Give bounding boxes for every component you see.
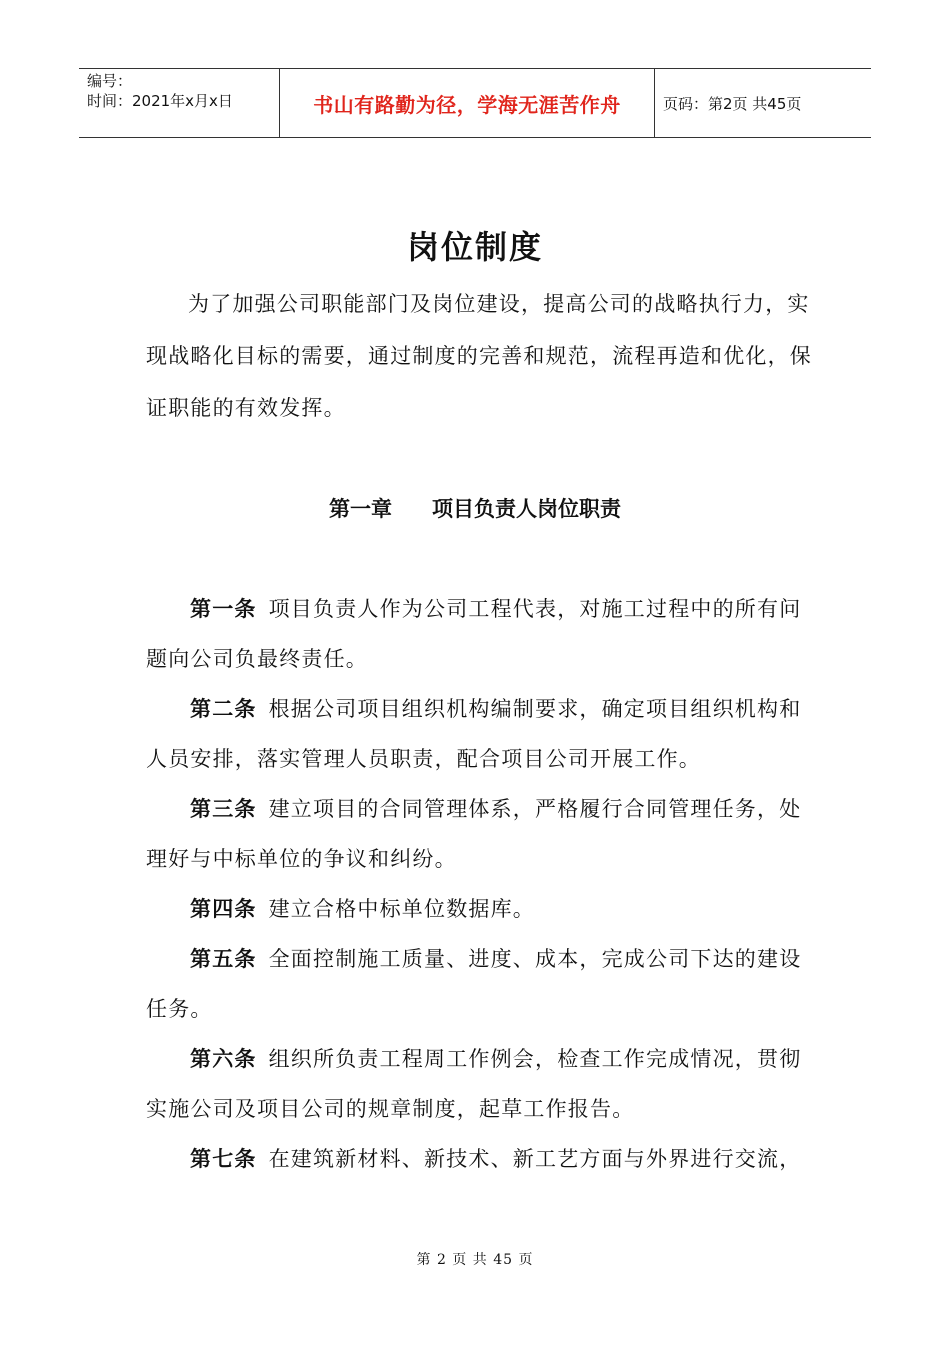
article-number: 第六条 (190, 1046, 257, 1071)
chapter-number: 第一章 (329, 496, 392, 521)
header-page-info: 页码：第2页 共45页 (663, 94, 802, 113)
article-text: 全面控制施工质量、进度、成本，完成公司下达的建设任务。 (146, 947, 802, 1021)
article-5 (146, 934, 816, 1034)
article-text: 根据公司项目组织机构编制要求，确定项目组织机构和人员安排，落实管理人员职责，配合项目公司开展工作。 (146, 697, 802, 771)
chapter-title: 项目负责人岗位职责 (432, 496, 621, 521)
article-number: 第三条 (190, 796, 257, 821)
document-title: 岗位制度 (406, 228, 543, 266)
article-6 (146, 1034, 816, 1134)
article-list (146, 584, 816, 1184)
article-text: 项目负责人作为公司工程代表，对施工过程中的所有问题向公司负最终责任。 (146, 597, 802, 671)
time-label: 时间：2021年x月x日 (87, 92, 233, 110)
page-footer: 第 2 页 共 45 页 (416, 1252, 534, 1268)
page-header (79, 68, 871, 138)
article-number: 第二条 (190, 696, 257, 721)
article-2 (146, 684, 816, 784)
article-text: 组织所负责工程周工作例会，检查工作完成情况，贯彻实施公司及项目公司的规章制度，起草工作报告。 (146, 1047, 802, 1121)
intro-paragraph: 为了加强公司职能部门及岗位建设，提高公司的战略执行力，实现战略化目标的需要，通过制度的完善和规范，流程再造和优化，保证职能的有效发挥。 (146, 292, 812, 420)
article-7 (146, 1134, 816, 1184)
article-number: 第一条 (190, 596, 257, 621)
article-text: 建立项目的合同管理体系，严格履行合同管理任务，处理好与中标单位的争议和纠纷。 (146, 797, 802, 871)
article-number: 第七条 (190, 1146, 257, 1171)
article-number: 第五条 (190, 946, 257, 971)
number-label: 编号： (87, 72, 133, 90)
article-1 (146, 584, 816, 684)
article-number: 第四条 (190, 896, 257, 921)
header-motto: 书山有路勤为径，学海无涯苦作舟 (280, 69, 655, 137)
header-meta (79, 69, 280, 137)
chapter-heading (0, 493, 950, 523)
article-3 (146, 784, 816, 884)
article-text: 在建筑新材料、新技术、新工艺方面与外界进行交流， (268, 1147, 802, 1171)
article-4 (146, 884, 816, 934)
article-text: 建立合格中标单位数据库。 (268, 897, 536, 921)
